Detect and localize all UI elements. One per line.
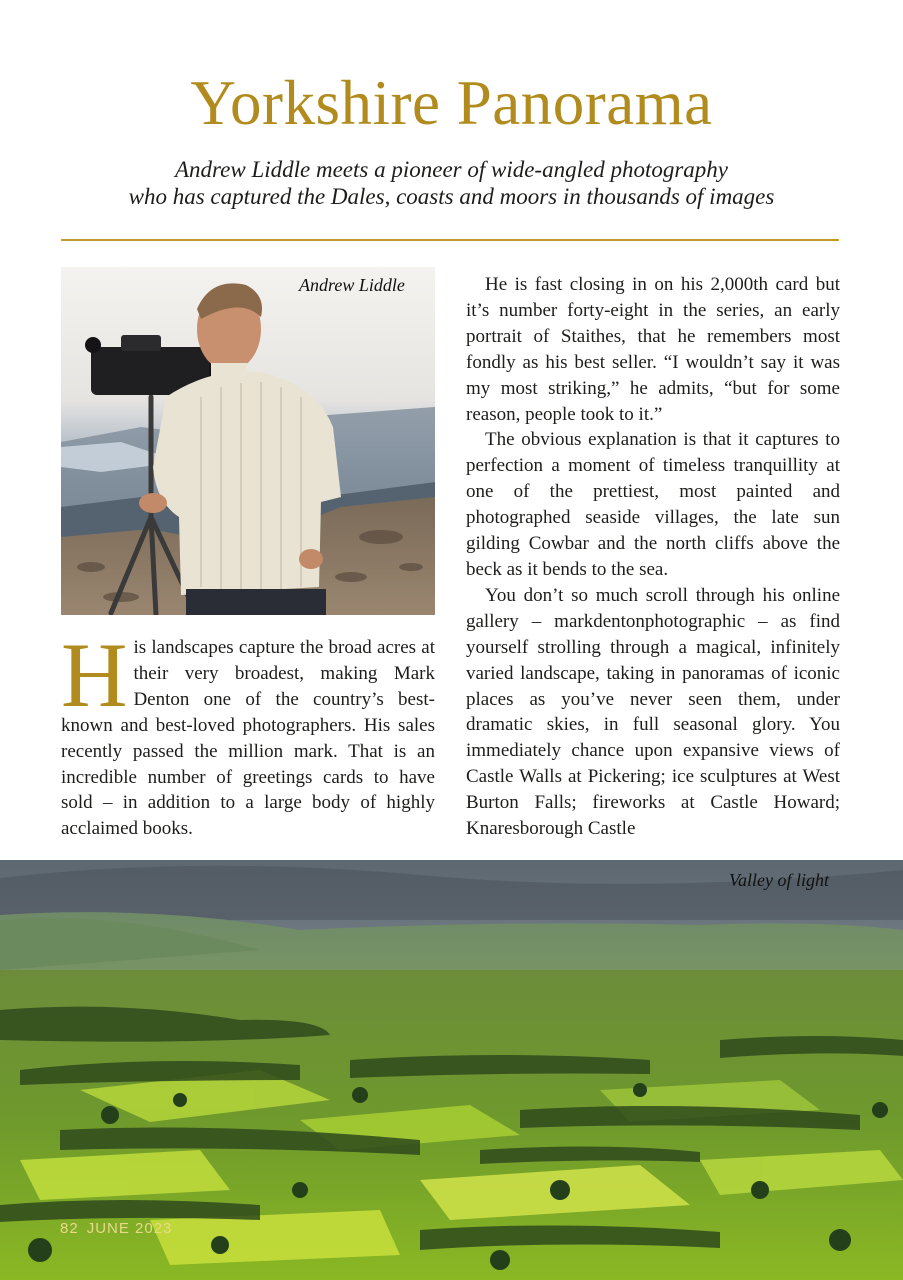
right-column — [466, 272, 840, 842]
opening-paragraph — [61, 624, 435, 842]
page-folio — [60, 1220, 180, 1237]
body-paragraph-3: You don’t so much scroll through his online gallery – markdentonphotographic – as find yourself strolling through a magical, infinitely varied landscape, taking in panoramas of iconic places as you’ve never seen them, under dramatic skies, in full seasonal glory. You immediately chance upon expansive views of Castle Walls at Pickering; ice sculptures at West Burton Falls; fireworks at Castle Howard; Knaresborough Castle — [466, 584, 840, 840]
landscape-photo — [0, 860, 903, 1280]
body-paragraph-2: The obvious explanation is that it captures to perfection a moment of timeless tranquillity at one of the prettiest, most painted and photographed seaside villages, the late sun gilding Cowbar and the north cliffs above the beck as it bends to the sea. — [466, 429, 840, 580]
standfirst-line-2: who has captured the Dales, coasts and moors in thousands of images — [128, 184, 775, 209]
portrait-illustration — [61, 267, 435, 615]
standfirst-line-1: Andrew Liddle meets a pioneer of wide-angled photography — [175, 157, 728, 182]
landscape-illustration — [0, 860, 903, 1280]
portrait-photo — [61, 267, 435, 615]
portrait-caption: Andrew Liddle — [299, 275, 405, 295]
section-divider — [61, 239, 839, 241]
opening-paragraph-text: is landscapes capture the broad acres at their very broadest, making Mark Denton one of the country’s best-known and best-loved photographers. His sales recently passed the million mark. That is an incredible number of greetings cards to have sold – in addition to a large body of highly acclaimed books. — [61, 637, 435, 840]
drop-cap: H — [61, 624, 128, 726]
page-number: 82 — [60, 1220, 79, 1237]
left-column — [61, 624, 435, 842]
landscape-caption: Valley of light — [729, 870, 829, 890]
issue-date: JUNE 2023 — [86, 1220, 173, 1237]
body-paragraph-1: He is fast closing in on his 2,000th card but it’s number forty-eight in the series, an early portrait of Staithes, that he remembers most fondly as his best seller. “I wouldn’t say it was my most striking,” he admits, “but for some reason, people took to it.” — [466, 274, 840, 425]
standfirst — [60, 156, 843, 210]
article-title: Yorkshire Panorama — [190, 68, 713, 138]
